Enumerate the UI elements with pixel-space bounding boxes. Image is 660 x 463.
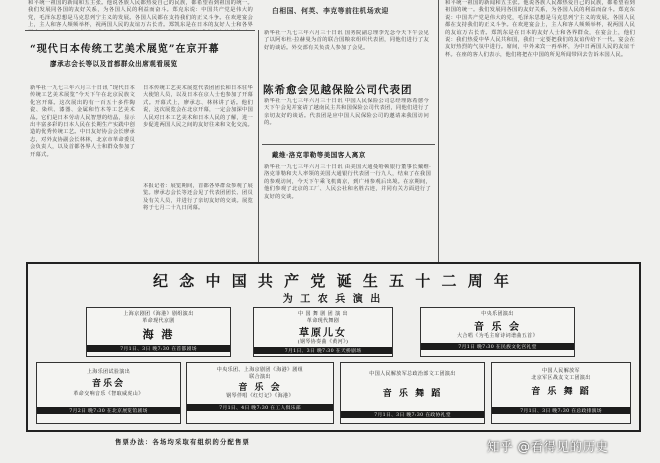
col-divider-2 bbox=[438, 0, 439, 262]
lixiannian-meeting: 新华社一九七三年六月三十日讯 国务院副总理李先念今天下午会见了以阿布杜·拉赫曼为首的联合国粮农组织代表团，同他们进行了友好的谈话。外交部有关负责人参加了会见。 bbox=[264, 30, 429, 51]
program-name: 海 港 bbox=[142, 328, 175, 342]
rockefeller-text: 新华社一九七三年六月三十日讯 由美国大通曼哈顿银行董事长戴维·洛克菲勒和夫人率领的美国大通银行代表团一行九人，结束了在我国的参观访问，今天下午乘飞机离京，到广州参观后出境。在京期间，他们参观了北京的工厂、人民公社和名胜古迹，并同有关方面进行了友好的交谈。 bbox=[264, 164, 431, 200]
program-name: 音 乐 会 bbox=[474, 321, 521, 333]
program-org: 上海京剧团《海港》剧组演出 bbox=[123, 311, 194, 317]
program-name: 草原儿女 bbox=[299, 328, 347, 340]
program-info: 7月2日 晚7:30 在北京展览馆剧场 bbox=[37, 407, 180, 414]
ad-subtitle: 为 工 农 兵 演 出 bbox=[282, 294, 383, 305]
program-name: 音 乐 舞 蹈 bbox=[382, 388, 443, 399]
program-box-caoyuan bbox=[253, 307, 393, 357]
mid-rule bbox=[262, 144, 435, 145]
program-genre: 革命现代舞剧 bbox=[306, 317, 340, 324]
top-snippet: 白相国、何英、李克等前往机场欢迎 bbox=[272, 7, 389, 15]
program-org: 中央乐团、上海京剧团《海港》剧组 bbox=[216, 367, 304, 373]
rockefeller-title: 戴维·洛克菲勒等美国客人离京 bbox=[272, 151, 366, 159]
ad-title: 纪 念 中 国 共 产 党 诞 生 五 十 二 周 年 bbox=[153, 272, 512, 290]
program-genre: 革命现代京剧 bbox=[142, 317, 175, 324]
top-left-fragment: 和平统一祖国的新闻和五主张。他说各族人民都热爱自己的民族，都希望看到祖国的统一。我们发展同各国的友好关系，为各国人民的利益而奋斗。郑克东说：中国共产党是伟大的党，毛泽东思想是马克思列宁主义的发展。各国人民都在支持我们的正义斗争。在欢迎宴会上，主人和客人频频举杯，祝两国人民的友谊万古长青。郑凯东是在日本的友好人士和各界 bbox=[28, 0, 253, 29]
program-org: 中央乐团演出 bbox=[481, 311, 514, 317]
arts-exhibit-col1: 新华社一九七三年六月三十日讯 “现代日本传统工艺美术展览”今天下午在北京民族文化宫开幕。这次展出的有一百五十多件陶瓷、染织、漆器、金属和竹木等工艺美术品。它们是日本劳动人民智慧的结晶，显示出丰富多彩的日本人民在长期生产实践中创造的优秀传统工艺。中日友好协会会长廖承志，对外友协副会长林林，北京市革命委员会负责人，以及首都各界人士和群众参加了开幕式。 bbox=[30, 85, 135, 158]
program-note: (钢琴协奏曲《黄河》) bbox=[297, 339, 349, 346]
program-org: 中国人民解放军 bbox=[542, 368, 580, 374]
program-note: 钢琴伴唱《红灯记》《海港》 bbox=[226, 393, 294, 400]
program-box-shanghai-orch bbox=[36, 362, 181, 424]
arts-exhibit-title: “现代日本传统工艺美术展览”在京开幕 bbox=[30, 44, 220, 55]
zhihu-watermark: 知乎 @看得见的历史 bbox=[487, 439, 609, 454]
program-sub-org: 联合演出 bbox=[249, 373, 271, 380]
arts-exhibit-col2b: 本报记者：展览期间，首都各界群众参观了展览。廖承志会长等还会见了代表团团长、团员及有关人员，并进行了亲切友好的交谈。展览将于七月二十九日闭幕。 bbox=[143, 183, 253, 212]
program-org: 中国人民解放军总政治部文工团演出 bbox=[369, 371, 456, 377]
program-org: 上海乐团试验演出 bbox=[86, 369, 131, 375]
program-note: 革命交响音乐《智取威虎山》 bbox=[73, 390, 144, 397]
program-org: 中 国 舞 剧 团 演 出 bbox=[298, 311, 348, 317]
program-info: 7月1日、3日 晚7:30 在首都剧场 bbox=[87, 345, 230, 352]
arts-exhibit-subtitle: 廖承志会长等以及首都群众出席观看展览 bbox=[50, 60, 178, 68]
program-box-joint bbox=[186, 362, 334, 424]
chen-meeting-text: 新华社一九七三年六月三十日讯 中国人民保险公司总经理陈希愈今天下午会见并宴请了越南民主共和国保险公司代表团，同他们进行了亲切友好的谈话。代表团是应中国人民保险公司的邀请来我国访问的。 bbox=[264, 98, 429, 127]
program-info: 7月1日、3日 晚7:30 在政协礼堂 bbox=[341, 411, 484, 418]
program-name: 音乐会 bbox=[91, 378, 125, 389]
program-box-haigang bbox=[86, 307, 231, 357]
program-info: 7月1日、3日 晚7:30 在总政排演场 bbox=[492, 407, 630, 414]
arts-exhibit-col2: 日本传统工艺美术展览代表团团长和日本驻华大使馆人员，以及日本在京人士也参加了开幕式。开幕式上，廖承志、林林讲了话。他们说，这次展览会在北京开幕，一定会加深中国人民对日本工艺美术和日本人民的了解，进一步促进两国人民之间的友好往来和文化交流。 bbox=[143, 85, 253, 129]
chen-meeting-title: 陈希愈会见越保险公司代表团 bbox=[263, 84, 413, 96]
program-info: 7月1日、4日 晚7:30 在工人俱乐部 bbox=[187, 404, 333, 411]
program-name: 音 乐 舞 蹈 bbox=[531, 387, 591, 398]
program-box-pla-political bbox=[340, 362, 485, 424]
program-info: 7月1日 晚7:30 在民族文化宫礼堂 bbox=[421, 343, 574, 350]
program-box-zhanyou bbox=[491, 362, 631, 424]
program-note: 大合唱《为毛主席诗词谱曲五首》 bbox=[456, 332, 538, 339]
right-column-text: 和平统一祖国的新闻和五主张。他说各族人民都热爱自己的民族，都希望看到祖国的统一。我们发展同各国的友好关系，为各国人民的利益而奋斗。郑克东说：中国共产党是伟大的党，毛泽东思想是马克思列宁主义的发展。各国人民都在支持我们的正义斗争。在欢迎宴会上，主人和客人频频举杯，祝两国人民的友谊万古长青。郑凯东是在日本的友好人士和各界群众，在宴会上，他们说：我们热爱中华人民共和国，我们一定要把我们的友谊传给下一代。宴会在友好热烈的气氛中进行。席间，中外来宾一再举杯，为中日两国人民的友谊干杯。在座的客人们表示，他们将把在中国的所见所闻带回去告诉本国人民。 bbox=[445, 0, 635, 58]
ticket-note: 售票办法：各场均采取有组织的分配售票 bbox=[115, 439, 250, 446]
top-rule bbox=[25, 30, 255, 31]
program-box-central-orch bbox=[420, 307, 575, 357]
program-info: 7月1日、3日 晚7:30 在天桥剧场 bbox=[254, 347, 392, 354]
program-sub-org: 北京军区战友文工团演出 bbox=[531, 374, 591, 381]
col-divider-1 bbox=[258, 30, 259, 262]
program-name: 音 乐 会 bbox=[238, 383, 282, 394]
